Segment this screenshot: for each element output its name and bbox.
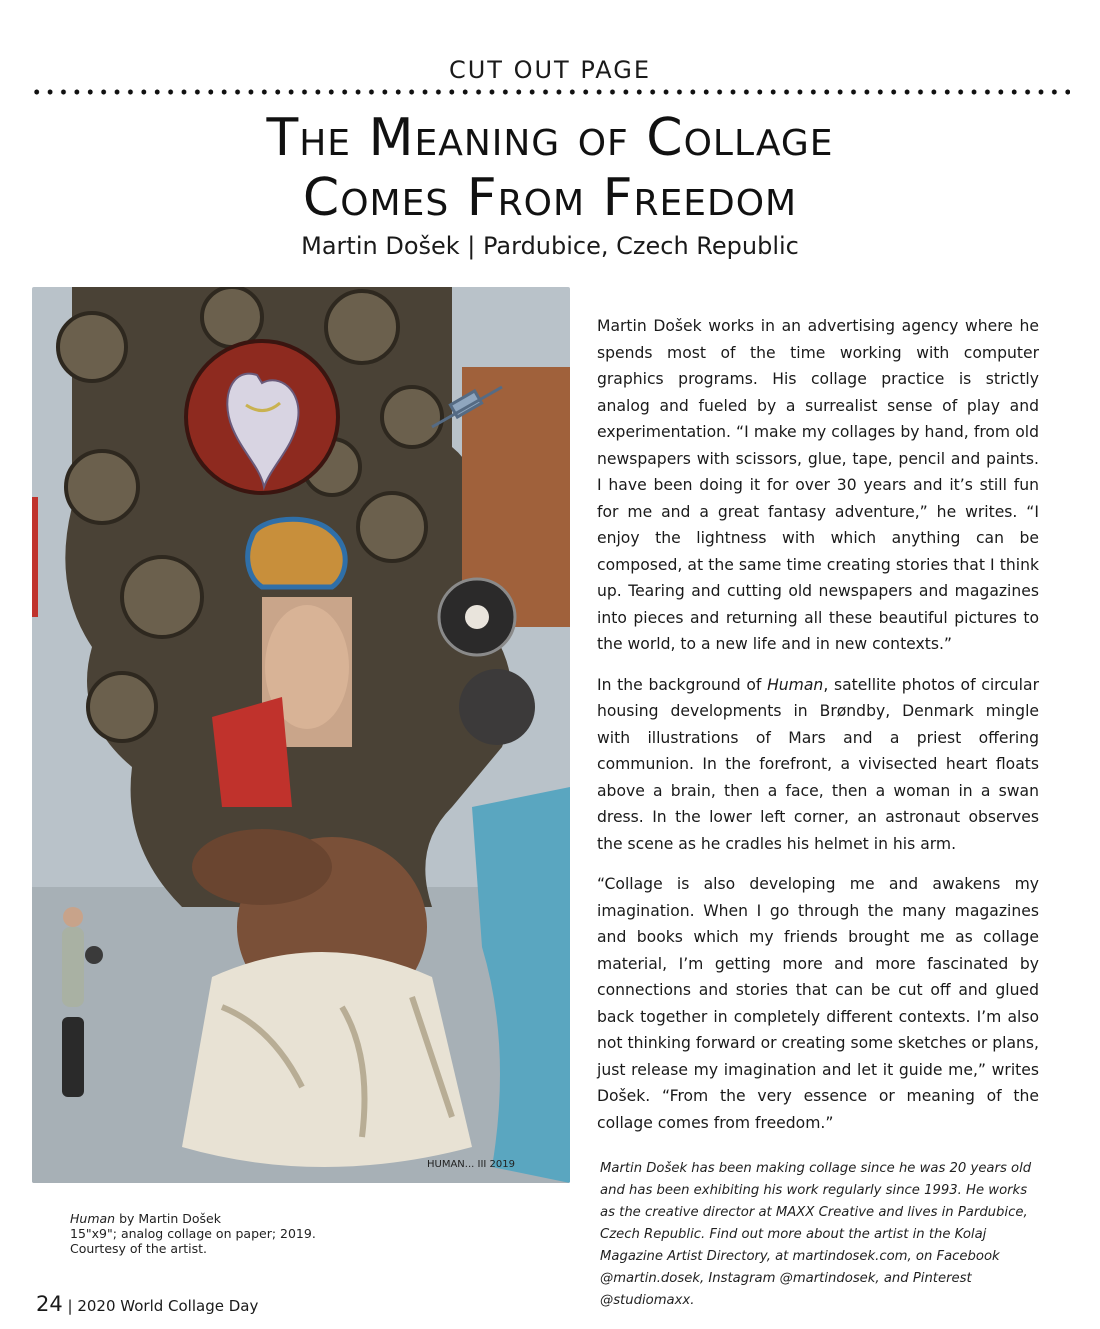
artwork-caption xyxy=(70,1211,490,1256)
page-number: 24 xyxy=(36,1292,63,1316)
artist-bio: Martin Došek has been making collage since he was 20 years old and has been exhibiting his work regularly since 1993. He works as the creative director at MAXX Creative and lives in Pardubice, Czech Republic. Find out more about the artist in the Kolaj Magazine Artist Directory, at martindosek.com, on Facebook @martin.dosek, Instagram @martindosek, and Pinterest @studiomaxx. xyxy=(600,1161,1032,1308)
body-p2-artwork-title: Human xyxy=(767,675,824,694)
title-line-2: Comes From Freedom xyxy=(302,168,798,228)
body-paragraph-1: Martin Došek works in an advertising agency where he spends most of the time working with computer graphics programs. His collage practice is strictly analog and fueled by a surrealist sense of play and experimentation. “I make my collages by hand, from old newspapers with scissors, glue, tape, pencil and paints. I have been doing it for over 30 years and it’s still fun for me and a great fantasy adventure,” he writes. “I enjoy the lightness with which anything can be composed, at the same time creating stories that I think up. Tearing and cutting old newspapers and magazines into pieces and returning all these beautiful pictures to the world, to a new life and in new contexts.” xyxy=(597,317,1039,653)
section-label: CUT OUT PAGE xyxy=(448,56,652,84)
body-paragraph-2 xyxy=(597,672,1039,858)
body-p2-start: In the background of xyxy=(597,675,768,694)
byline: Martin Došek | Pardubice, Czech Republic xyxy=(301,232,799,260)
artwork-signature: HUMAN... III 2019 xyxy=(427,1159,515,1170)
caption-line-3: Courtesy of the artist. xyxy=(70,1241,207,1256)
page-footer xyxy=(36,1292,258,1316)
body-p2-end: , satellite photos of circular housing developments in Brøndby, Denmark mingle with illustrations of Mars and a priest offering communion. In the forefront, a vivisected heart floats above a brain, then a face, then a woman in a swan dress. In the lower left corner, an astronaut observes the scene as he cradles his helmet in his arm. xyxy=(597,675,1039,853)
body-paragraph-3: “Collage is also developing me and awakens my imagination. When I go through the many magazines and books which my friends brought me as collage material, I’m getting more and more fascinated by connections and stories that can be cut off and glued back together in completely different contexts. I’m also not thinking forward or creating some sketches or plans, just release my imagination and let it guide me,” writes Došek. “From the very essence or meaning of the collage comes from freedom.” xyxy=(597,875,1039,1132)
article-body xyxy=(597,313,1039,1150)
caption-artwork-title: Human xyxy=(70,1211,116,1226)
collage-artwork xyxy=(32,287,570,1183)
article-title xyxy=(40,108,1060,228)
dotted-divider xyxy=(30,88,1070,96)
publication-name: | 2020 World Collage Day xyxy=(62,1297,259,1315)
caption-artist: by Martin Došek xyxy=(115,1211,221,1226)
caption-line-2: 15"x9"; analog collage on paper; 2019. xyxy=(70,1226,316,1241)
caption-line-1 xyxy=(70,1211,490,1226)
title-line-1: The Meaning of Collage xyxy=(266,108,834,168)
